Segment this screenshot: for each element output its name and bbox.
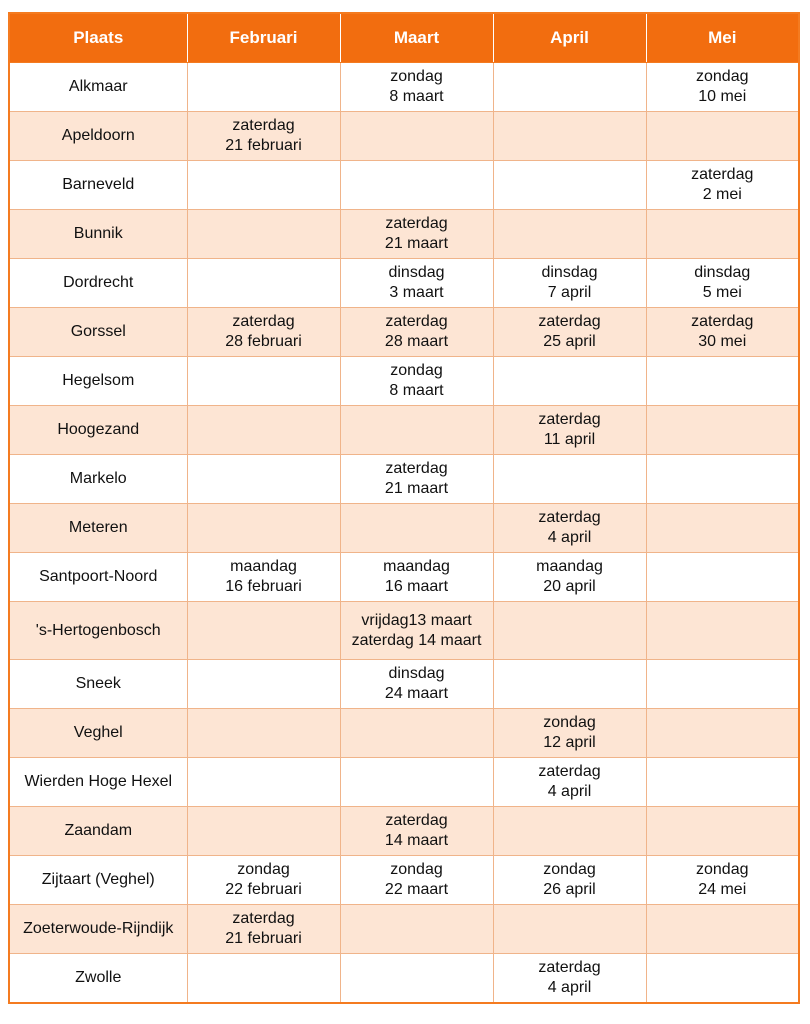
date-line-date: 7 april bbox=[547, 284, 592, 301]
date-line-weekday: zaterdag bbox=[385, 460, 448, 477]
date-cell-maart bbox=[340, 905, 493, 954]
place-cell: Zaandam bbox=[9, 807, 187, 856]
date-cell-april bbox=[493, 553, 646, 602]
date-cell-april bbox=[493, 758, 646, 807]
table-row bbox=[9, 259, 799, 308]
date-line-date: 3 maart bbox=[389, 284, 444, 301]
date-cell-maart bbox=[340, 63, 493, 112]
date-line-date: 21 maart bbox=[384, 235, 449, 252]
date-cell-maart bbox=[340, 357, 493, 406]
date-line-weekday: maandag bbox=[383, 558, 450, 575]
date-cell-april bbox=[493, 308, 646, 357]
date-line-weekday: zaterdag bbox=[691, 166, 754, 183]
date-line-weekday: zondag bbox=[696, 861, 749, 878]
date-cell-april bbox=[493, 660, 646, 709]
date-line-date: 28 februari bbox=[225, 333, 302, 350]
date-line-date: 8 maart bbox=[389, 88, 444, 105]
date-cell-april bbox=[493, 210, 646, 259]
place-cell: Barneveld bbox=[9, 161, 187, 210]
table-row bbox=[9, 63, 799, 112]
place-cell: Zoeterwoude-Rijndijk bbox=[9, 905, 187, 954]
date-line-weekday: zaterdag bbox=[232, 910, 295, 927]
date-cell-maart bbox=[340, 856, 493, 905]
date-cell-april bbox=[493, 357, 646, 406]
table-row bbox=[9, 660, 799, 709]
place-cell: Sneek bbox=[9, 660, 187, 709]
date-cell-april bbox=[493, 406, 646, 455]
date-line-date: 5 mei bbox=[702, 284, 742, 301]
date-line-weekday: dinsdag bbox=[694, 264, 751, 281]
date-cell-februari bbox=[187, 357, 340, 406]
date-cell-mei bbox=[646, 63, 799, 112]
date-cell-februari bbox=[187, 504, 340, 553]
date-cell-februari bbox=[187, 308, 340, 357]
date-line-weekday: vrijdag13 maart bbox=[361, 611, 472, 629]
table-row bbox=[9, 954, 799, 1004]
date-cell-februari bbox=[187, 709, 340, 758]
date-line-weekday: zondag bbox=[543, 714, 596, 731]
table-row bbox=[9, 455, 799, 504]
date-line-date: 22 maart bbox=[384, 881, 449, 898]
place-cell: Gorssel bbox=[9, 308, 187, 357]
date-line-date: 21 februari bbox=[225, 930, 302, 947]
date-cell-februari bbox=[187, 455, 340, 504]
table-row bbox=[9, 905, 799, 954]
date-line-date: 16 maart bbox=[384, 578, 449, 595]
date-cell-mei bbox=[646, 406, 799, 455]
date-cell-maart bbox=[340, 807, 493, 856]
date-line-weekday: zaterdag bbox=[232, 313, 295, 330]
place-cell: Wierden Hoge Hexel bbox=[9, 758, 187, 807]
date-cell-februari bbox=[187, 954, 340, 1004]
date-line-weekday: zaterdag bbox=[385, 215, 448, 232]
table-row bbox=[9, 602, 799, 660]
table-row bbox=[9, 357, 799, 406]
date-cell-mei bbox=[646, 210, 799, 259]
date-cell-mei bbox=[646, 308, 799, 357]
date-line-date: 2 mei bbox=[702, 186, 742, 203]
table-row bbox=[9, 709, 799, 758]
date-line-weekday: zaterdag bbox=[691, 313, 754, 330]
date-line-weekday: zondag bbox=[390, 68, 443, 85]
place-cell: Zwolle bbox=[9, 954, 187, 1004]
date-cell-april bbox=[493, 504, 646, 553]
date-cell-februari bbox=[187, 112, 340, 161]
date-line-date: 26 april bbox=[543, 881, 596, 898]
date-cell-maart bbox=[340, 161, 493, 210]
date-line-weekday: zaterdag bbox=[538, 509, 601, 526]
date-cell-maart bbox=[340, 308, 493, 357]
table-row bbox=[9, 504, 799, 553]
date-cell-februari bbox=[187, 63, 340, 112]
place-cell: Dordrecht bbox=[9, 259, 187, 308]
date-cell-maart bbox=[340, 259, 493, 308]
place-cell: 's-Hertogenbosch bbox=[9, 602, 187, 660]
date-line-date: zaterdag 14 maart bbox=[351, 631, 482, 649]
date-cell-februari bbox=[187, 807, 340, 856]
date-line-weekday: dinsdag bbox=[541, 264, 598, 281]
date-line-date: 20 april bbox=[543, 578, 596, 595]
date-cell-mei bbox=[646, 709, 799, 758]
table-header bbox=[9, 13, 799, 63]
date-cell-april bbox=[493, 112, 646, 161]
date-cell-mei bbox=[646, 504, 799, 553]
column-header-februari: Februari bbox=[187, 13, 340, 63]
date-cell-mei bbox=[646, 660, 799, 709]
column-header-plaats: Plaats bbox=[9, 13, 187, 63]
date-cell-februari bbox=[187, 406, 340, 455]
date-cell-april bbox=[493, 63, 646, 112]
schedule-table bbox=[8, 12, 800, 1004]
date-cell-februari bbox=[187, 161, 340, 210]
date-cell-mei bbox=[646, 161, 799, 210]
date-line-weekday: dinsdag bbox=[388, 665, 445, 682]
place-cell: Meteren bbox=[9, 504, 187, 553]
date-line-weekday: maandag bbox=[230, 558, 297, 575]
date-cell-februari bbox=[187, 758, 340, 807]
date-line-date: 4 april bbox=[547, 783, 592, 800]
place-cell: Hegelsom bbox=[9, 357, 187, 406]
table-row bbox=[9, 856, 799, 905]
date-cell-mei bbox=[646, 905, 799, 954]
place-cell: Markelo bbox=[9, 455, 187, 504]
date-cell-april bbox=[493, 709, 646, 758]
date-cell-februari bbox=[187, 210, 340, 259]
date-cell-mei bbox=[646, 112, 799, 161]
date-line-date: 11 april bbox=[543, 431, 596, 448]
date-line-date: 4 april bbox=[547, 979, 592, 996]
date-cell-maart bbox=[340, 210, 493, 259]
date-line-date: 14 maart bbox=[384, 832, 449, 849]
date-cell-april bbox=[493, 856, 646, 905]
date-cell-april bbox=[493, 905, 646, 954]
date-cell-maart bbox=[340, 406, 493, 455]
place-cell: Alkmaar bbox=[9, 63, 187, 112]
table-row bbox=[9, 112, 799, 161]
date-cell-mei bbox=[646, 602, 799, 660]
date-cell-maart bbox=[340, 954, 493, 1004]
place-cell: Veghel bbox=[9, 709, 187, 758]
date-cell-mei bbox=[646, 357, 799, 406]
date-line-weekday: zondag bbox=[696, 68, 749, 85]
date-line-date: 30 mei bbox=[698, 333, 747, 350]
date-cell-mei bbox=[646, 807, 799, 856]
date-cell-maart bbox=[340, 553, 493, 602]
date-line-date: 16 februari bbox=[225, 578, 302, 595]
table-row bbox=[9, 210, 799, 259]
column-header-april: April bbox=[493, 13, 646, 63]
table-row bbox=[9, 758, 799, 807]
column-header-maart: Maart bbox=[340, 13, 493, 63]
date-line-weekday: zaterdag bbox=[385, 812, 448, 829]
date-cell-mei bbox=[646, 455, 799, 504]
date-line-weekday: zaterdag bbox=[385, 313, 448, 330]
date-line-date: 21 februari bbox=[225, 137, 302, 154]
date-cell-mei bbox=[646, 758, 799, 807]
date-cell-maart bbox=[340, 660, 493, 709]
date-cell-februari bbox=[187, 602, 340, 660]
date-cell-februari bbox=[187, 259, 340, 308]
date-cell-maart bbox=[340, 112, 493, 161]
date-cell-mei bbox=[646, 259, 799, 308]
date-cell-mei bbox=[646, 856, 799, 905]
date-line-weekday: zaterdag bbox=[538, 411, 601, 428]
date-cell-april bbox=[493, 807, 646, 856]
date-line-date: 21 maart bbox=[384, 480, 449, 497]
date-line-weekday: zondag bbox=[390, 362, 443, 379]
date-cell-maart bbox=[340, 504, 493, 553]
date-cell-mei bbox=[646, 954, 799, 1004]
date-line-date: 22 februari bbox=[225, 881, 302, 898]
date-line-date: 28 maart bbox=[384, 333, 449, 350]
table-row bbox=[9, 807, 799, 856]
place-cell: Hoogezand bbox=[9, 406, 187, 455]
date-line-date: 8 maart bbox=[389, 382, 444, 399]
date-line-date: 25 april bbox=[543, 333, 596, 350]
date-cell-februari bbox=[187, 553, 340, 602]
date-line-weekday: zondag bbox=[543, 861, 596, 878]
date-cell-mei bbox=[646, 553, 799, 602]
date-line-date: 4 april bbox=[547, 529, 592, 546]
date-cell-maart bbox=[340, 709, 493, 758]
date-line-weekday: zaterdag bbox=[538, 763, 601, 780]
date-line-weekday: dinsdag bbox=[388, 264, 445, 281]
date-line-weekday: zondag bbox=[237, 861, 290, 878]
date-cell-april bbox=[493, 259, 646, 308]
table-row bbox=[9, 161, 799, 210]
date-cell-maart bbox=[340, 758, 493, 807]
header-row bbox=[9, 13, 799, 63]
date-cell-februari bbox=[187, 660, 340, 709]
place-cell: Zijtaart (Veghel) bbox=[9, 856, 187, 905]
column-header-mei: Mei bbox=[646, 13, 799, 63]
place-cell: Bunnik bbox=[9, 210, 187, 259]
table-row bbox=[9, 406, 799, 455]
date-cell-april bbox=[493, 602, 646, 660]
date-line-date: 24 mei bbox=[698, 881, 747, 898]
table-body bbox=[9, 63, 799, 1004]
date-line-date: 10 mei bbox=[698, 88, 747, 105]
date-line-weekday: zaterdag bbox=[538, 959, 601, 976]
date-cell-maart bbox=[340, 455, 493, 504]
date-cell-april bbox=[493, 954, 646, 1004]
date-line-weekday: zondag bbox=[390, 861, 443, 878]
place-cell: Santpoort-Noord bbox=[9, 553, 187, 602]
date-cell-februari bbox=[187, 905, 340, 954]
date-cell-april bbox=[493, 455, 646, 504]
table-row bbox=[9, 308, 799, 357]
date-line-weekday: zaterdag bbox=[232, 117, 295, 134]
date-line-weekday: zaterdag bbox=[538, 313, 601, 330]
date-line-date: 12 april bbox=[543, 734, 596, 751]
date-cell-april bbox=[493, 161, 646, 210]
date-cell-februari bbox=[187, 856, 340, 905]
table-row bbox=[9, 553, 799, 602]
place-cell: Apeldoorn bbox=[9, 112, 187, 161]
date-line-weekday: maandag bbox=[536, 558, 603, 575]
date-cell-maart bbox=[340, 602, 493, 660]
date-line-date: 24 maart bbox=[384, 685, 449, 702]
